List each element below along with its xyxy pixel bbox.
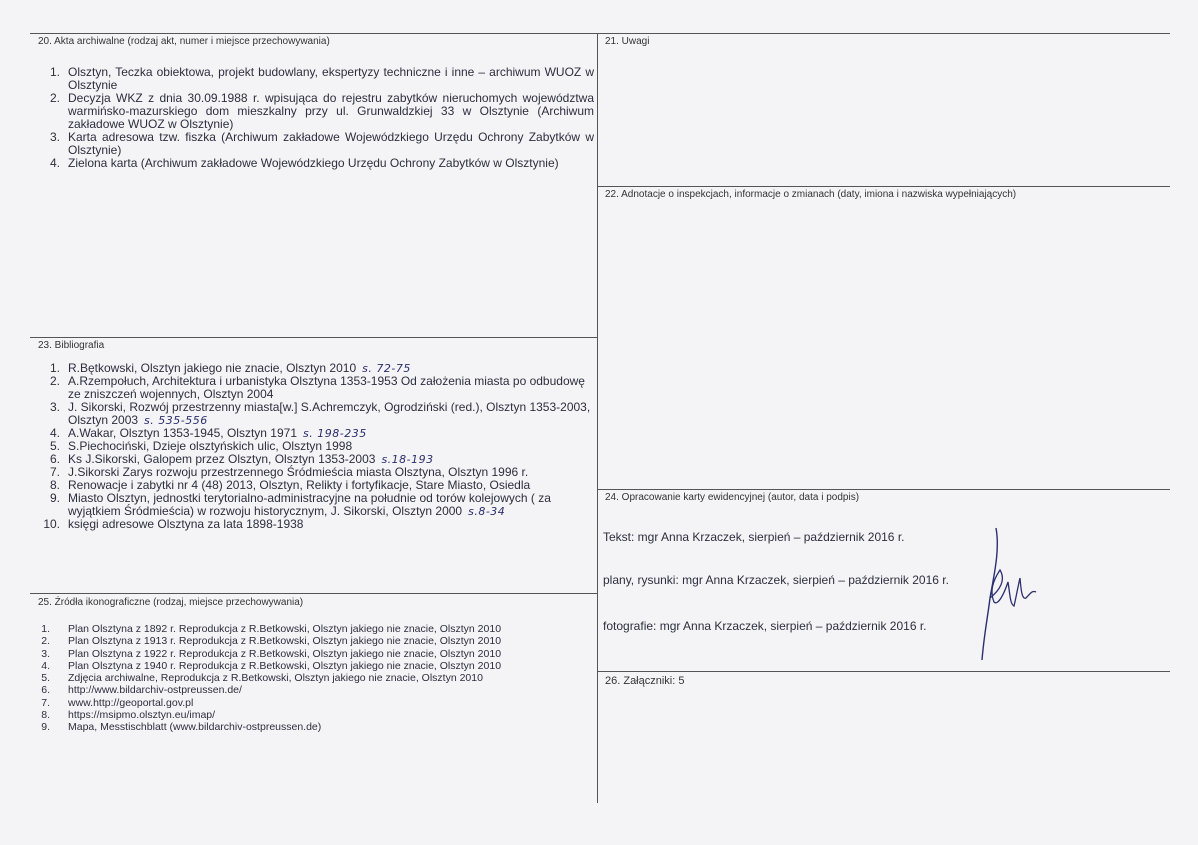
section-25-header: 25. Źródła ikonograficzne (rodzaj, miejsce przechowywania) [38, 597, 304, 608]
prepared-photos-line: fotografie: mgr Anna Krzaczek, sierpień – październik 2016 r. [603, 619, 927, 633]
list-item-number: 8. [41, 709, 50, 722]
prepared-text-line: Tekst: mgr Anna Krzaczek, sierpień – październik 2016 r. [603, 530, 905, 544]
list-item [34, 672, 594, 684]
list-item-text: https://msipmo.olsztyn.eu/imap/ [68, 709, 216, 722]
list-item [38, 131, 594, 157]
list-item-text: Decyzja WKZ z dnia 30.09.1988 r. wpisująca do rejestru zabytków nieruchomych województwa warmińsko-mazurskiego dom mieszkalny przy ul. Grunwaldzkiej 33 w Olsztynie (Archiwum zakładowe WUOZ w Olsztynie) [68, 91, 594, 131]
prepared-plans-line: plany, rysunki: mgr Anna Krzaczek, sierpień – październik 2016 r. [603, 573, 949, 587]
list-item-number: 9. [49, 491, 60, 505]
list-item-number: 2. [41, 635, 50, 648]
list-item-text: A.Wakar, Olsztyn 1353-1945, Olsztyn 1971 [68, 426, 298, 440]
section-20-header: 20. Akta archiwalne (rodzaj akt, numer i miejsce przechowywania) [38, 36, 330, 47]
list-item [34, 709, 594, 721]
list-item-text: J.Sikorski Zarys rozwoju przestrzennego Śródmieścia miasta Olsztyna, Olsztyn 1996 r. [68, 465, 529, 479]
archival-records-list [38, 66, 594, 170]
list-item-text: Plan Olsztyna z 1892 r. Reprodukcja z R.Betkowski, Olsztyn jakiego nie znacie, Olsztyn 2010 [68, 623, 502, 635]
list-item-text: Zielona karta (Archiwum zakładowe Wojewódzkiego Urzędu Ochrony Zabytków w Olsztynie) [68, 156, 559, 170]
list-item [38, 518, 594, 531]
list-item [34, 697, 594, 709]
list-item [34, 623, 594, 635]
list-item-text: R.Bętkowski, Olsztyn jakiego nie znacie, Olsztyn 2010 [68, 361, 357, 375]
list-item-number: 3. [41, 647, 50, 660]
list-item-number: 3. [49, 400, 60, 414]
list-item-text: Olsztyn, Teczka obiektowa, projekt budowlany, ekspertyzy techniczne i inne – archiwum WUOZ w Olsztynie [68, 65, 594, 92]
list-item-number: 6. [49, 452, 60, 466]
handwritten-page-note: s. 72-75 [362, 362, 411, 375]
list-item-text: Miasto Olsztyn, jednostki terytorialno-administracyjne na południe od torów kolejowych ( za wyjątkiem Śródmieścia) w rozwoju historycznym, J. Sikorski, Olsztyn 2000 [68, 491, 551, 518]
divider-20-23 [30, 337, 597, 338]
list-item-text: Renowacje i zabytki nr 4 (48) 2013, Olsztyn, Relikty i fortyfikacje, Stare Miasto, Osiedla [68, 478, 531, 492]
list-item-text: Zdjęcia archiwalne, Reprodukcja z R.Betkowski, Olsztyn jakiego nie znacie, Olsztyn 2010 [68, 672, 483, 685]
list-item-number: 7. [49, 465, 60, 479]
list-item-number: 5. [49, 439, 60, 453]
list-item-number: 5. [41, 672, 50, 685]
top-border [30, 33, 1170, 34]
list-item-number: 1. [49, 65, 60, 79]
list-item-text: Mapa, Messtischblatt (www.bildarchiv-ostpreussen.de) [68, 721, 322, 734]
divider-21-22 [597, 186, 1170, 187]
list-item [34, 635, 594, 647]
list-item-text: Karta adresowa tzw. fiszka (Archiwum zakładowe Wojewódzkiego Urzędu Ochrony Zabytków w Olsztynie) [68, 130, 594, 157]
section-21-header: 21. Uwagi [605, 36, 650, 47]
list-item-text: księgi adresowe Olsztyna za lata 1898-1938 [68, 517, 304, 531]
iconographic-sources-list [34, 623, 594, 734]
list-item-number: 3. [49, 130, 60, 144]
list-item-number: 4. [49, 156, 60, 170]
list-item-text: Ks J.Sikorski, Galopem przez Olsztyn, Olsztyn 1353-2003 [68, 452, 376, 466]
list-item-number: 4. [41, 659, 50, 672]
section-23-header: 23. Bibliografia [38, 340, 105, 351]
list-item-text: A.Rzempołuch, Architektura i urbanistyka Olsztyna 1353-1953 Od założenia miasta po odbudowę ze zniszczeń wojennych, Olsztyn 2004 [68, 374, 585, 401]
handwritten-page-note: s. 198-235 [303, 427, 367, 440]
list-item [38, 375, 594, 401]
handwritten-page-note: s. 535-556 [144, 414, 208, 427]
list-item-number: 6. [41, 684, 50, 697]
handwritten-page-note: s.8-34 [468, 505, 506, 518]
list-item [38, 401, 594, 427]
section-22-header: 22. Adnotacje o inspekcjach, informacje o zmianach (daty, imiona i nazwiska wypełniających) [605, 189, 1017, 200]
list-item-number: 10. [43, 517, 60, 531]
column-divider [597, 33, 598, 803]
list-item-number: 1. [49, 361, 60, 375]
list-item [38, 157, 594, 170]
list-item-number: 7. [41, 696, 50, 709]
list-item [38, 66, 594, 92]
section-24-header: 24. Opracowanie karty ewidencyjnej (autor, data i podpis) [605, 492, 860, 503]
list-item-text: www.http://geoportal.gov.pl [68, 696, 194, 709]
list-item-number: 9. [41, 721, 50, 734]
handwritten-page-note: s.18-193 [381, 453, 434, 466]
list-item [38, 492, 594, 518]
divider-22-24 [597, 489, 1170, 490]
list-item-number: 1. [41, 623, 50, 635]
list-item-text: J. Sikorski, Rozwój przestrzenny miasta[w.] S.Achremczyk, Ogrodziński (red.), Olsztyn 1353-2003, Olsztyn 2003 [68, 400, 591, 427]
list-item-text: http://www.bildarchiv-ostpreussen.de/ [68, 684, 242, 697]
list-item-number: 2. [49, 374, 60, 388]
list-item-text: Plan Olsztyna z 1940 r. Reprodukcja z R.Betkowski, Olsztyn jakiego nie znacie, Olsztyn 2010 [68, 659, 502, 672]
bibliography-list [38, 362, 594, 531]
list-item-text: Plan Olsztyna z 1913 r. Reprodukcja z R.Betkowski, Olsztyn jakiego nie znacie, Olsztyn 2010 [68, 635, 502, 648]
list-item-number: 4. [49, 426, 60, 440]
list-item [34, 684, 594, 696]
divider-24-26 [597, 671, 1170, 672]
list-item-number: 8. [49, 478, 60, 492]
list-item [34, 648, 594, 660]
list-item-text: S.Piechociński, Dzieje olsztyńskich ulic, Olsztyn 1998 [68, 439, 353, 453]
list-item [34, 660, 594, 672]
list-item [38, 92, 594, 131]
section-26-header: 26. Załączniki: 5 [605, 675, 685, 687]
signature-handwritten [970, 520, 1050, 670]
list-item-number: 2. [49, 91, 60, 105]
list-item-text: Plan Olsztyna z 1922 r. Reprodukcja z R.Betkowski, Olsztyn jakiego nie znacie, Olsztyn 2010 [68, 647, 502, 660]
list-item [34, 721, 594, 733]
divider-23-25 [30, 593, 597, 594]
